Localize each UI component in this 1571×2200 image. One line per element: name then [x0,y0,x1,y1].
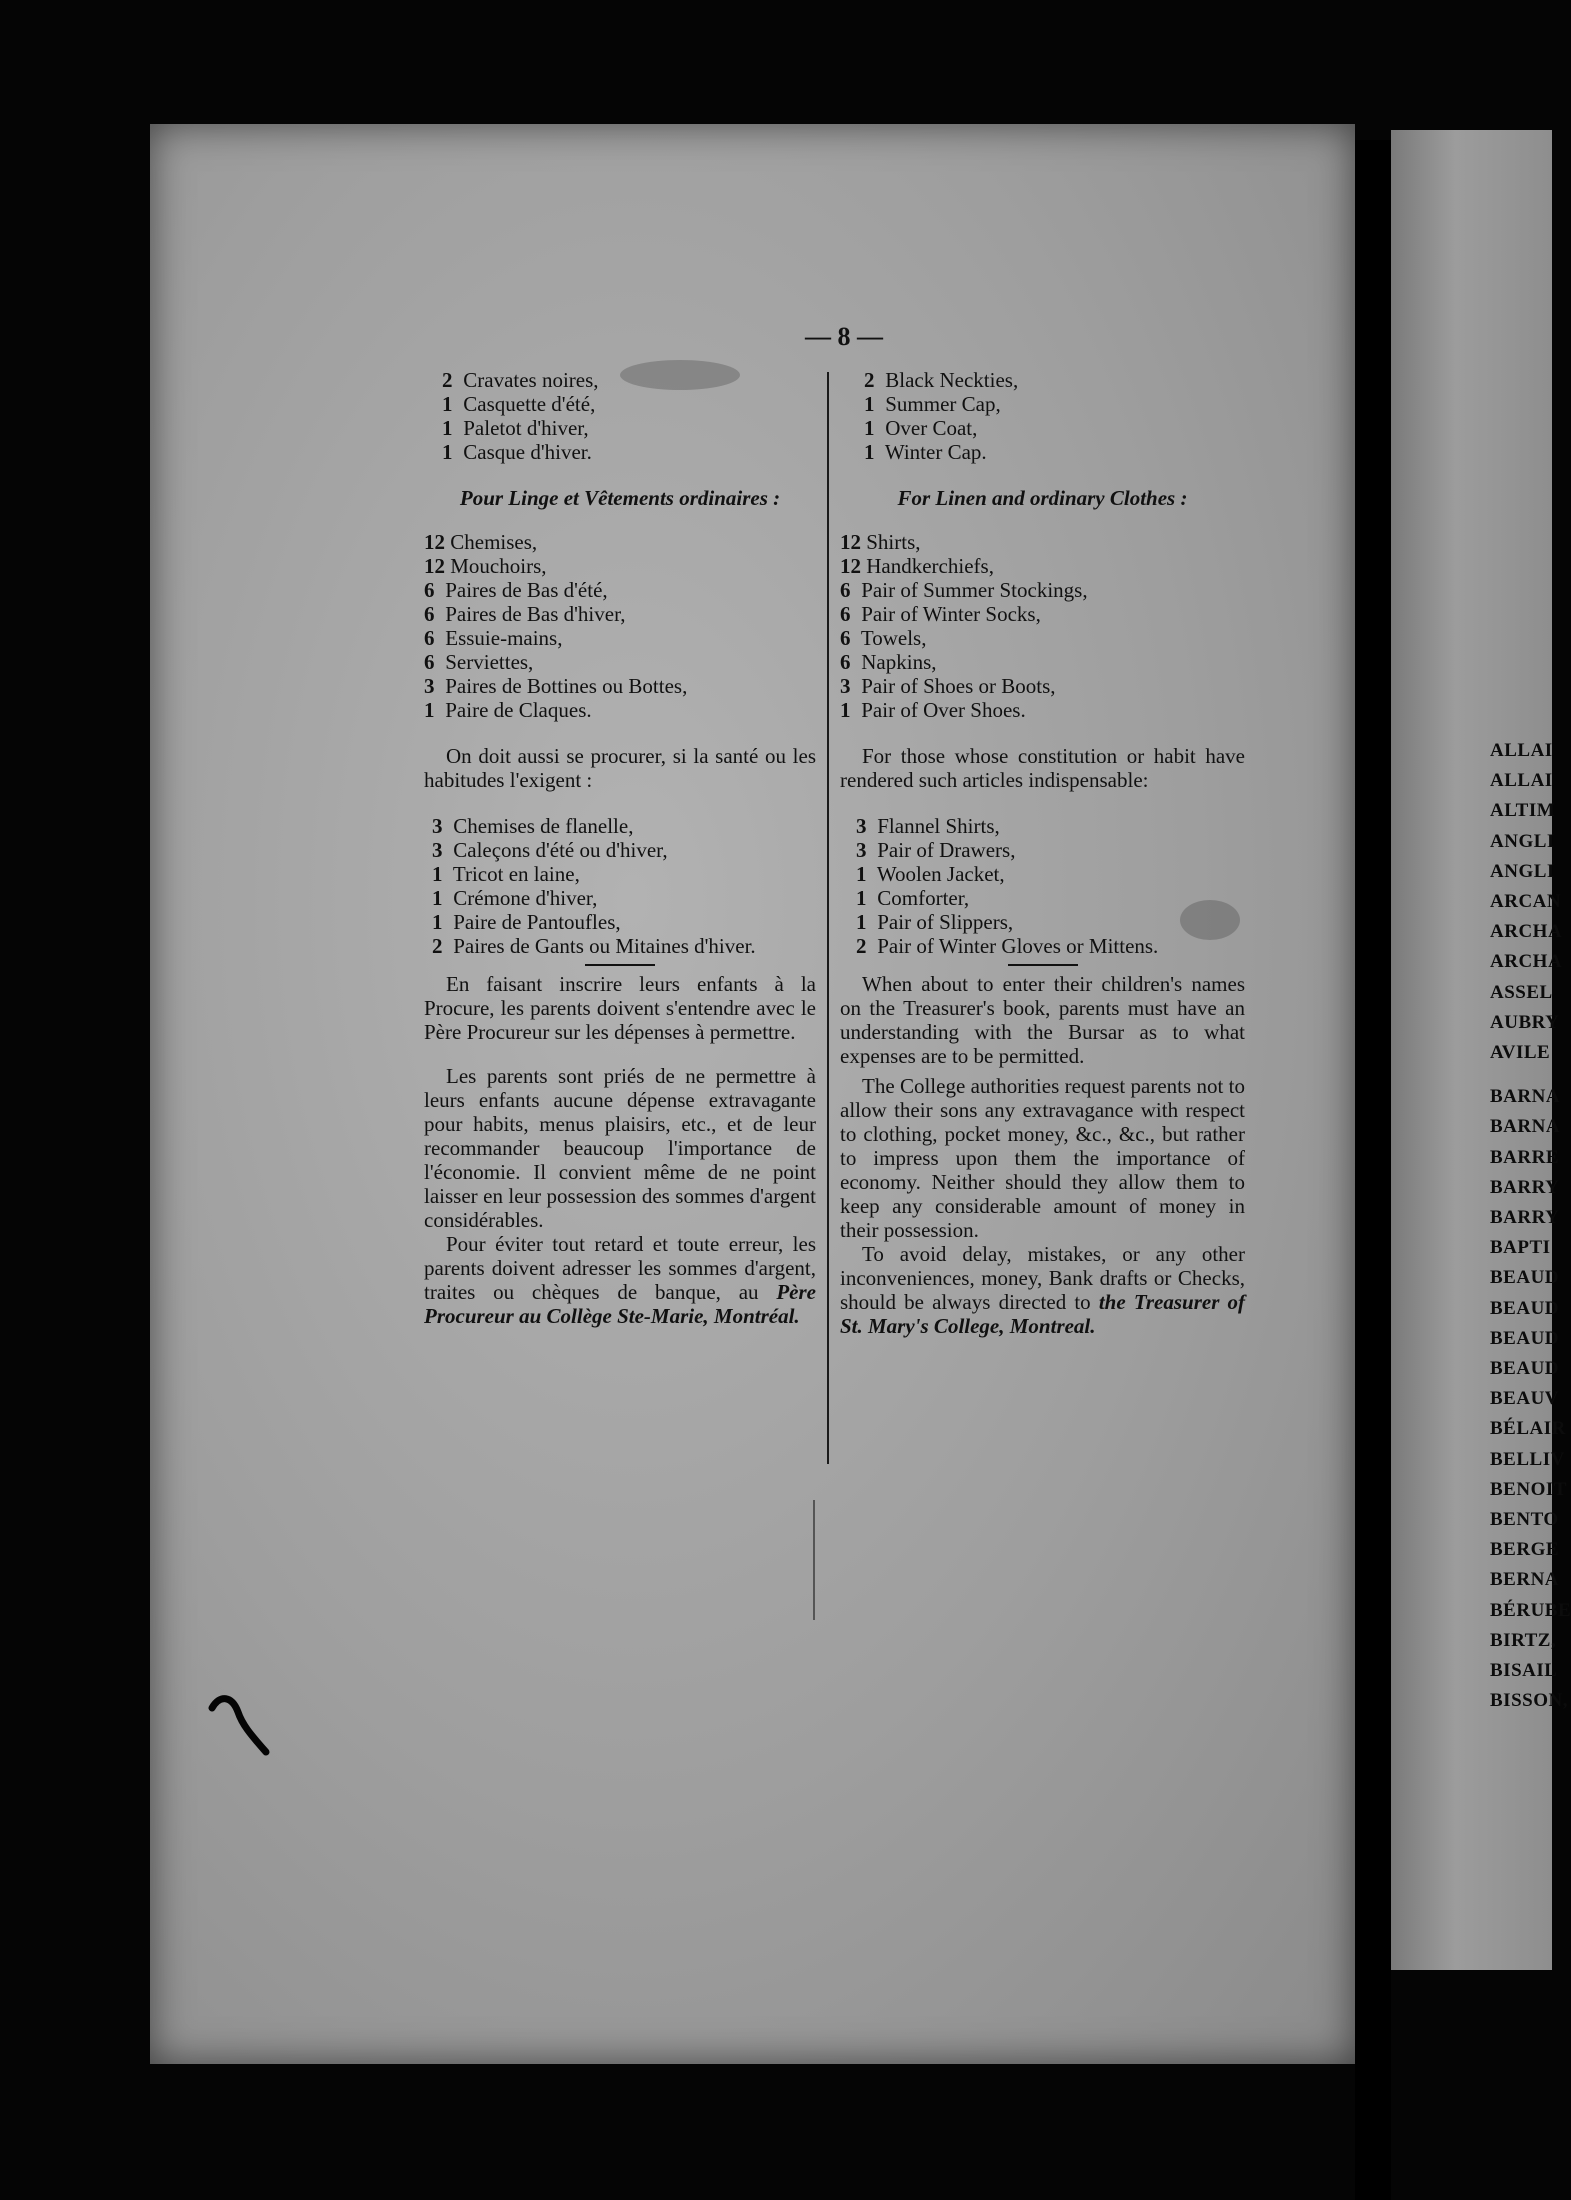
facing-page-surname: BEAUD [1490,1267,1560,1289]
item-quantity: 3 [840,674,851,698]
item-description: Cravates noires, [458,368,599,392]
item-description: Black Neckties, [880,368,1019,392]
item-quantity: 6 [840,578,851,602]
item-description: Pair of Over Shoes. [856,698,1026,722]
facing-page-surname: BELLIV [1490,1448,1565,1470]
item-quantity: 2 [432,934,443,958]
list-item [424,602,816,626]
item-description: Summer Cap, [880,392,1001,416]
facing-page-surname: ARCAN [1490,891,1562,912]
item-quantity: 3 [432,838,443,862]
list-item [856,934,1245,958]
item-quantity: 6 [424,602,435,626]
facing-page-surname: BENOIT [1490,1478,1567,1500]
item-quantity: 3 [856,814,867,838]
item-quantity: 1 [864,392,875,416]
english-payment-recipient: the Treasurer of St. Mary's College, Montreal. [840,1290,1246,1338]
list-item [424,554,816,578]
list-item [424,626,816,650]
facing-page-surname: BENTO [1490,1509,1559,1530]
facing-page-surname: BEAUD [1490,1327,1560,1349]
item-description: Essuie-mains, [440,626,563,650]
facing-page-surname: ALLAI [1490,770,1553,792]
list-item [424,698,816,722]
item-description: Paires de Bottines ou Bottes, [440,674,688,698]
list-item [432,814,816,838]
item-quantity: 12 [424,554,445,578]
item-quantity: 6 [840,650,851,674]
item-quantity: 1 [432,910,443,934]
ink-stain-mark [210,1690,270,1760]
english-payment-text: To avoid delay, mistakes, or any other inconveniences, money, Bank drafts or Checks, should be always directed to [840,1242,1245,1314]
item-quantity: 2 [856,934,867,958]
item-description: Pair of Winter Socks, [856,602,1041,626]
section-rule [1008,964,1078,966]
facing-page-surname: ARCHA [1490,921,1563,943]
english-linen-list [840,530,1245,722]
item-quantity: 6 [424,626,435,650]
section-rule [585,964,655,966]
french-optional-list [424,814,816,958]
french-payment-recipient: Père Procureur au Collège Ste-Marie, Montréal. [424,1280,816,1328]
list-item [432,862,816,886]
item-description: Towels, [856,626,927,650]
facing-page-surname: ALTIM [1490,800,1556,822]
item-quantity: 1 [864,416,875,440]
facing-page-surname: BÉLAIR [1490,1418,1566,1440]
list-item [864,392,1245,416]
list-item [442,368,816,392]
item-description: Paire de Pantoufles, [448,910,621,934]
item-description: Pair of Slippers, [872,910,1014,934]
list-item [432,934,816,958]
list-item [432,910,816,934]
facing-page-surname: BARRE [1490,1146,1560,1168]
facing-page-surname: BEAUV [1490,1388,1560,1410]
list-item [856,838,1245,862]
item-description: Tricot en laine, [448,862,580,886]
list-item [424,530,816,554]
item-quantity: 1 [840,698,851,722]
item-description: Handkerchiefs, [861,554,994,578]
list-item [864,416,1245,440]
english-health-intro: For those whose constitution or habit have rendered such articles indispensable: [840,744,1245,792]
facing-page-surname: BEAUD [1490,1297,1560,1319]
item-description: Flannel Shirts, [872,814,1000,838]
item-description: Paires de Bas d'été, [440,578,608,602]
list-item [442,440,816,464]
item-description: Pair of Summer Stockings, [856,578,1088,602]
list-item [840,602,1245,626]
list-item [432,838,816,862]
english-optional-list [840,814,1245,958]
facing-page-surname: BARNA [1490,1086,1561,1108]
item-quantity: 3 [432,814,443,838]
item-description: Chemises, [445,530,538,554]
item-quantity: 12 [840,530,861,554]
facing-page-surname: ALLAI [1490,740,1553,761]
item-quantity: 1 [432,862,443,886]
facing-page-surname: BISAIL [1490,1660,1558,1681]
column-divider-faint [813,1500,815,1620]
item-quantity: 6 [424,578,435,602]
item-description: Comforter, [872,886,970,910]
item-quantity: 12 [840,554,861,578]
facing-page-surname: BARNA [1490,1116,1561,1138]
english-outerwear-list [840,368,1245,464]
item-description: Paires de Bas d'hiver, [440,602,626,626]
english-heading: For Linen and ordinary Clothes : [897,486,1188,510]
facing-page-surname: AVILE [1490,1042,1551,1063]
page-number: — 8 — [805,322,883,351]
item-description: Caleçons d'été ou d'hiver, [448,838,668,862]
list-item [864,440,1245,464]
list-item [424,650,816,674]
french-paragraph-economy: Les parents sont priés de ne permettre à leurs enfants aucune dépense extravagante pour habits, menus plaisirs, etc., et de leur recommander beaucoup l'importance de l'économie. Il convient même de ne point laisser en leur possession des sommes d'argent considérables. [424,1064,816,1232]
list-item [864,368,1245,392]
english-paragraph-economy: The College authorities request parents not to allow their sons any extravagance with respect to clothing, pocket money, &c., &c., but rather to impress upon them the importance of economy. Neither should they allow them to keep any considerable amount of money in their possession. [840,1074,1245,1242]
facing-page-surname: BERNA [1490,1569,1560,1591]
item-quantity: 12 [424,530,445,554]
book-spine-shadow [1355,140,1391,2200]
item-description: Paire de Claques. [440,698,592,722]
item-description: Chemises de flanelle, [448,814,634,838]
item-description: Casque d'hiver. [458,440,592,464]
item-description: Crémone d'hiver, [448,886,598,910]
list-item [840,698,1245,722]
item-description: Paletot d'hiver, [458,416,589,440]
item-description: Woolen Jacket, [872,862,1005,886]
item-description: Paires de Gants ou Mitaines d'hiver. [448,934,756,958]
french-outerwear-list [424,368,816,464]
facing-page-surname: ASSEL [1490,981,1553,1003]
facing-page-surname: BÉRUBE [1490,1599,1571,1621]
item-description: Mouchoirs, [445,554,547,578]
list-item [424,578,816,602]
facing-page-surname: ANGLI [1490,830,1555,852]
list-item [840,578,1245,602]
french-linen-list [424,530,816,722]
item-description: Winter Cap. [880,440,987,464]
item-quantity: 1 [424,698,435,722]
list-item [442,416,816,440]
facing-page-surname: AUBRY [1490,1011,1560,1033]
list-item [840,530,1245,554]
column-divider [827,372,829,1464]
item-quantity: 3 [856,838,867,862]
facing-page-surname: ANGLI [1490,860,1555,882]
french-paragraph-payment [424,1232,816,1328]
french-payment-text: Pour éviter tout retard et toute erreur, les parents doivent adresser les sommes d'argent, traites ou chèques de banque, au [424,1232,816,1304]
list-item [840,626,1245,650]
list-item [856,886,1245,910]
facing-page-surname: BARRY [1490,1176,1560,1198]
facing-page-surname: BAPTI [1490,1237,1551,1259]
item-description: Pair of Shoes or Boots, [856,674,1056,698]
french-health-intro: On doit aussi se procurer, si la santé ou les habitudes l'exigent : [424,744,816,792]
item-description: Pair of Drawers, [872,838,1016,862]
item-description: Napkins, [856,650,937,674]
item-quantity: 3 [424,674,435,698]
item-quantity: 1 [856,862,867,886]
item-description: Pair of Winter Gloves or Mittens. [872,934,1159,958]
french-paragraph-enrolment: En faisant inscrire leurs enfants à la Procure, les parents doivent s'entendre avec le Père Procureur sur les dépenses à permettre. [424,972,816,1044]
item-quantity: 6 [840,602,851,626]
facing-page-surname: BERGE [1490,1539,1560,1561]
french-column [424,368,816,1328]
list-item [442,392,816,416]
item-quantity: 1 [864,440,875,464]
facing-page-surname: BARRY [1490,1207,1560,1228]
facing-page-surname: ARCHA [1490,951,1563,973]
item-quantity: 6 [424,650,435,674]
list-item [856,862,1245,886]
list-item [432,886,816,910]
item-quantity: 1 [442,392,453,416]
item-quantity: 1 [442,416,453,440]
facing-page-surname: BEAUD [1490,1358,1560,1379]
item-description: Over Coat, [880,416,978,440]
list-item [840,650,1245,674]
english-paragraph-payment [840,1242,1245,1338]
item-quantity: 2 [442,368,453,392]
english-paragraph-enrolment: When about to enter their children's names on the Treasurer's book, parents must have an understanding with the Bursar as to what expenses are to be permitted. [840,972,1245,1068]
item-quantity: 2 [864,368,875,392]
facing-page-surname: BISSON, [1490,1690,1568,1712]
item-quantity: 6 [840,626,851,650]
french-heading: Pour Linge et Vêtements ordinaires : [459,486,781,510]
facing-page-surname: BIRTZ, [1490,1629,1557,1651]
list-item [856,910,1245,934]
item-quantity: 1 [442,440,453,464]
list-item [840,674,1245,698]
english-column [840,368,1245,1338]
item-quantity: 1 [856,910,867,934]
item-description: Shirts, [861,530,921,554]
item-quantity: 1 [856,886,867,910]
list-item [840,554,1245,578]
item-description: Casquette d'été, [458,392,596,416]
item-description: Serviettes, [440,650,534,674]
list-item [856,814,1245,838]
list-item [424,674,816,698]
item-quantity: 1 [432,886,443,910]
